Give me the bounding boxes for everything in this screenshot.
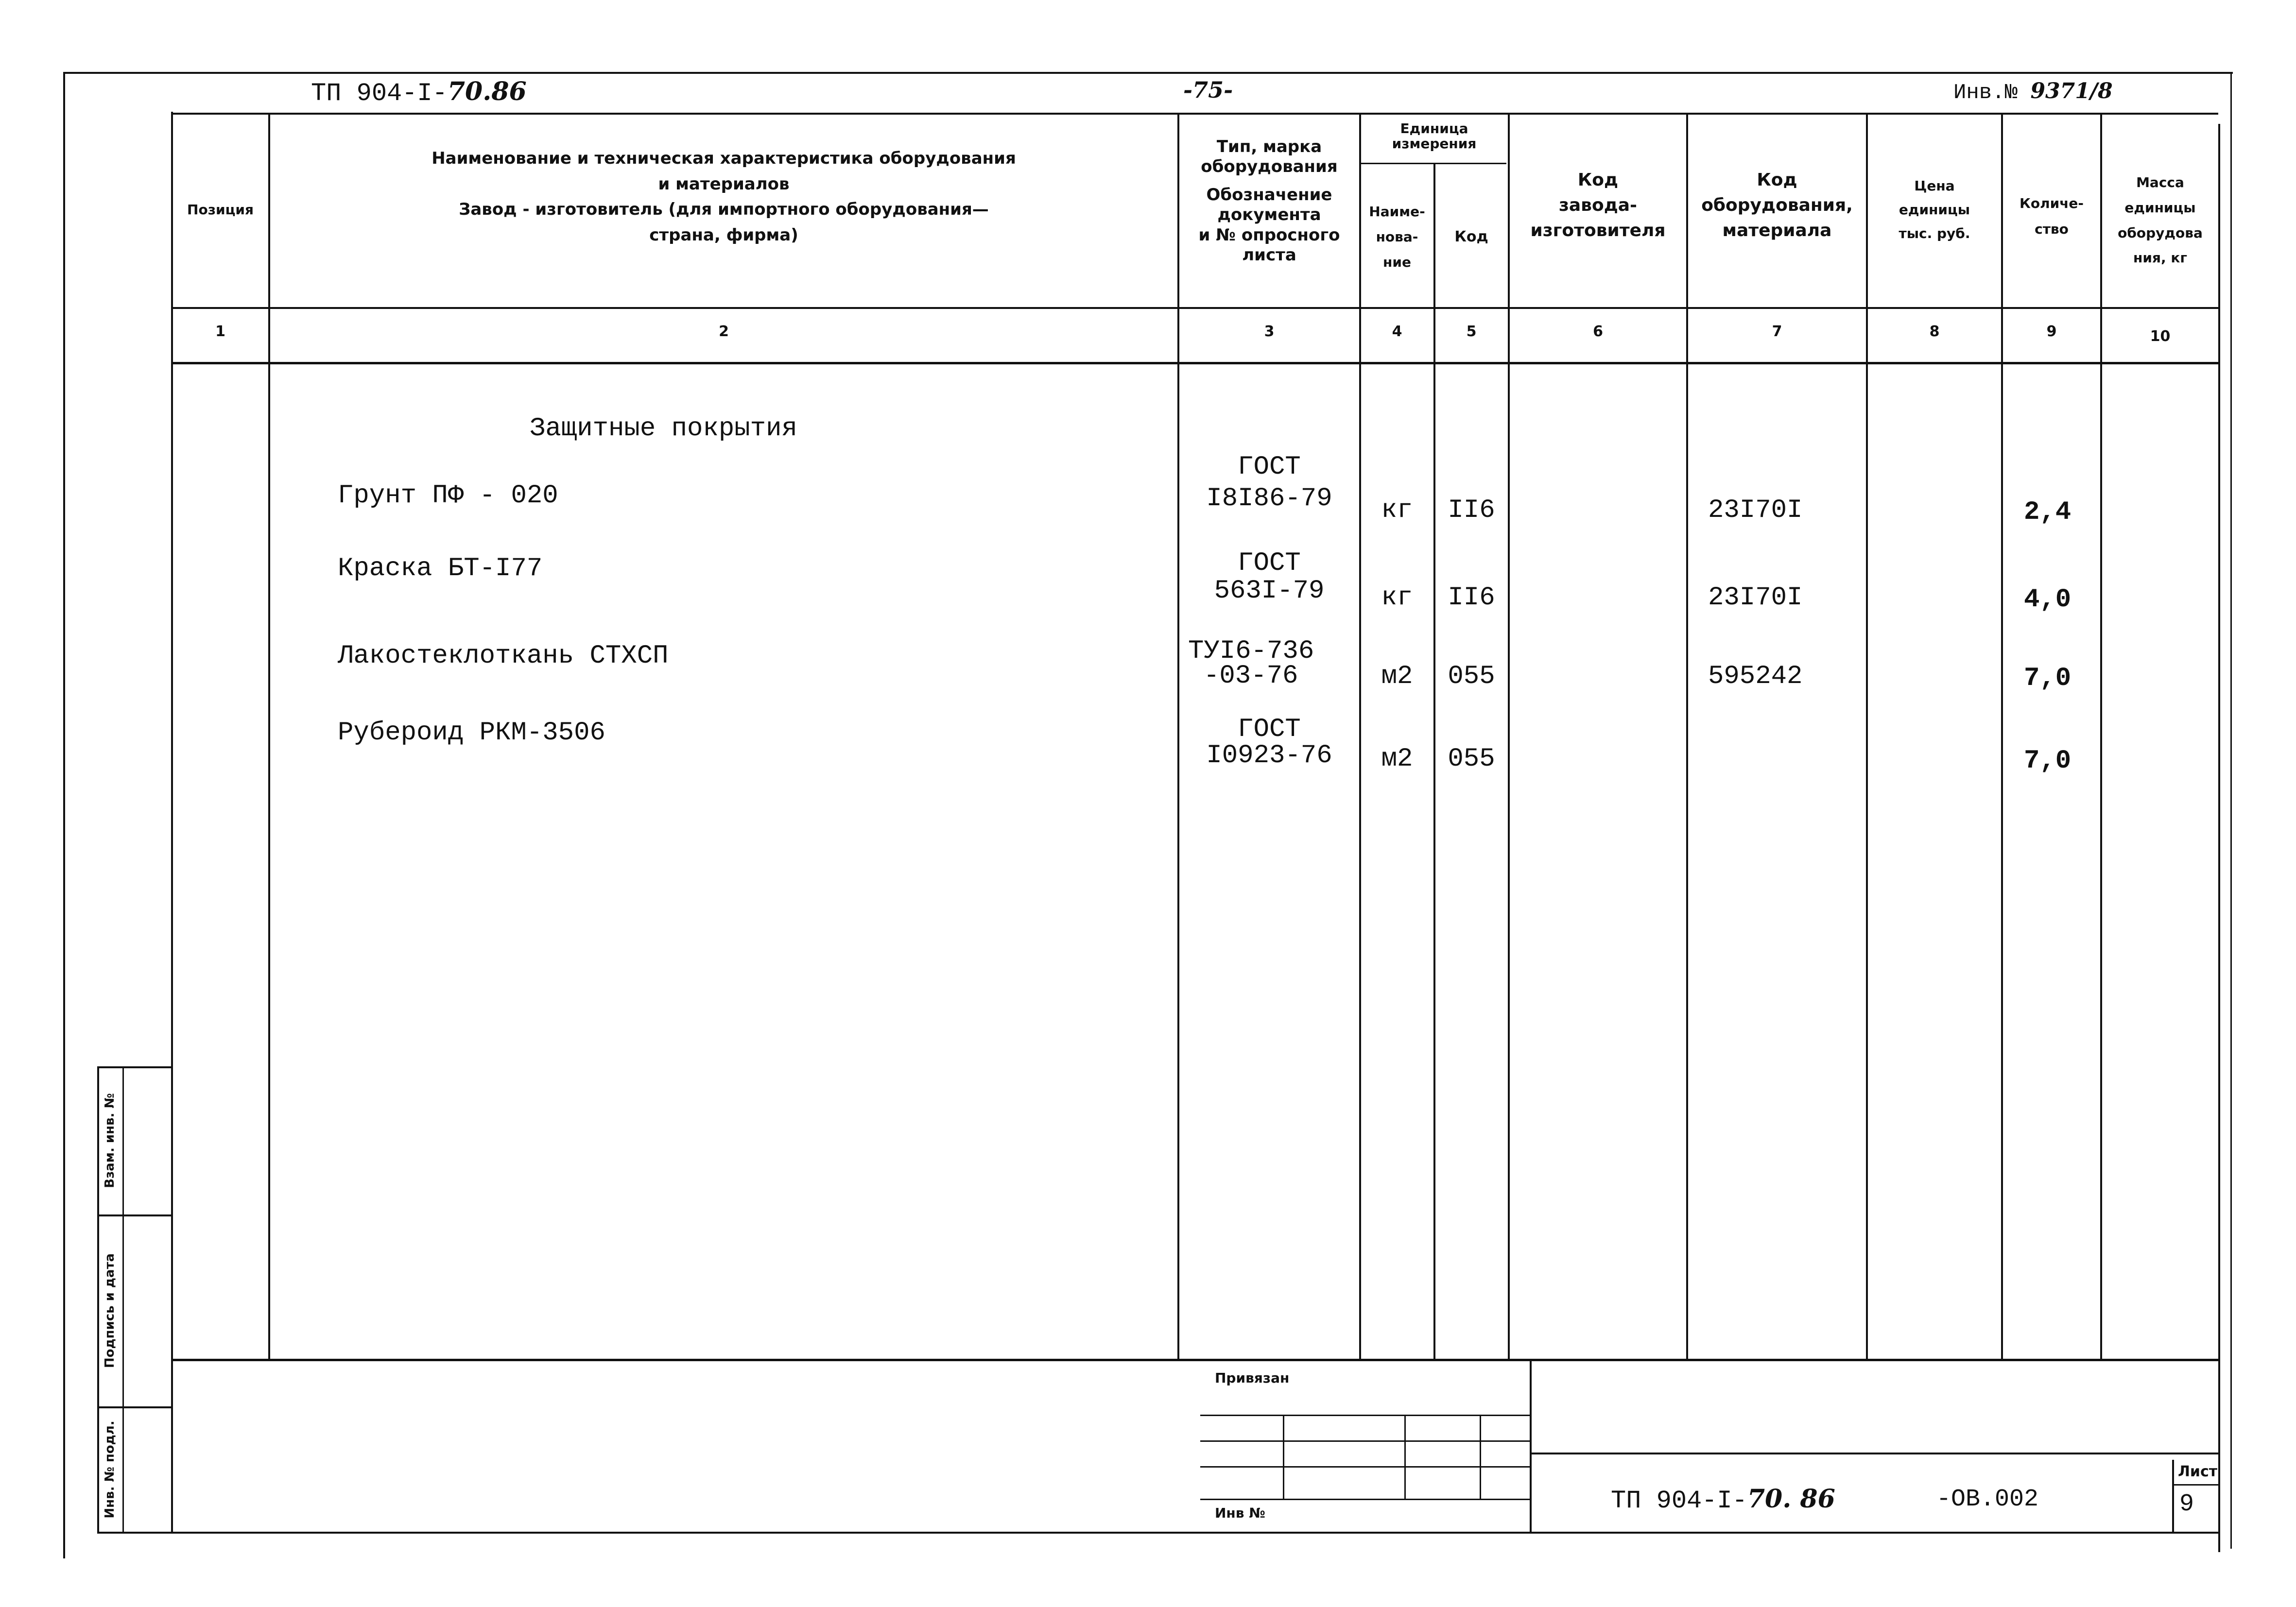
row-1-doc (1179, 452, 1359, 515)
header-unit-line-1: Единица (1400, 120, 1468, 137)
row-4-unit-code: 055 (1448, 744, 1495, 774)
row-2-doc-line-2: 563I-79 (1214, 576, 1325, 606)
col-line-9 (2100, 113, 2102, 1359)
header-name-line-4: страна, фирма) (649, 225, 798, 245)
top-doc-code-prefix: ТП 904-I- (311, 79, 448, 108)
row-3-doc (1188, 636, 1314, 691)
header-qty-line-1: Количе- (2019, 195, 2084, 211)
row-1-doc-line-2: I8I86-79 (1206, 483, 1332, 513)
bottom-priv-line-4 (1200, 1499, 1530, 1500)
stamp-sign-date: Подпись и дата (103, 1253, 117, 1368)
bottom-priv-right-line (1530, 1359, 1532, 1533)
bottom-inv-no: Инв № (1215, 1505, 1265, 1521)
sheet-label: Лист (2178, 1463, 2218, 1480)
header-price-line-3: тыс. руб. (1899, 225, 1970, 241)
row-4-doc-line-2: I0923-76 (1206, 741, 1332, 770)
row-3-qty: 7,0 (2024, 664, 2072, 693)
colnum-3: 3 (1264, 323, 1275, 340)
header-price (1868, 174, 2001, 245)
top-inv-number (1953, 79, 2113, 105)
colnum-7: 7 (1772, 323, 1782, 340)
sheet-number: 9 (2179, 1490, 2194, 1518)
header-equip-line-1: Код (1757, 170, 1797, 190)
header-unit-name-line-2: нова- (1376, 228, 1418, 245)
header-type-line-5: и № опросного (1198, 225, 1340, 245)
row-3-unit: м2 (1381, 662, 1413, 691)
header-plant-code (1510, 168, 1686, 244)
header-name-line-1: Наименование и техническая характеристика оборудования (432, 149, 1016, 168)
header-unit-name-line-3: ние (1383, 254, 1411, 270)
col-line-8 (2001, 113, 2003, 1359)
stamp-inv-vzam: Взам. инв. № (103, 1093, 117, 1188)
header-type-line-3: Обозначение (1206, 185, 1332, 205)
header-unit-line-2: измерения (1392, 135, 1477, 152)
header-equip-code (1688, 168, 1866, 244)
row-4-qty: 7,0 (2024, 746, 2072, 776)
row-1-qty: 2,4 (2024, 497, 2072, 527)
sheet-box-divider (2172, 1484, 2218, 1486)
col-line-6 (1686, 113, 1688, 1359)
top-inv-hand: 9371/8 (2030, 79, 2113, 103)
colnum-bottom-line (171, 362, 2218, 364)
header-mass-line-1: Масса (2136, 174, 2184, 190)
row-4-name: Рубероид РКМ-3506 (338, 718, 605, 748)
colnum-8: 8 (1929, 323, 1940, 340)
bottom-doc-suffix: -ОВ.002 (1936, 1486, 2039, 1513)
header-type-line-6: листа (1242, 245, 1296, 265)
header-mass (2102, 170, 2218, 271)
row-4-doc-line-1: ГОСТ (1238, 715, 1301, 744)
bottom-doc-code (1611, 1484, 1835, 1515)
header-unit-name-line-1: Наиме- (1369, 204, 1425, 220)
header-unit (1361, 121, 1508, 152)
col-line-1 (268, 113, 270, 1359)
row-3-doc-line-1: ТУI6-736 (1188, 636, 1314, 666)
colnum-5: 5 (1466, 323, 1477, 340)
header-plant-line-2: завода- (1558, 195, 1638, 216)
header-type-line-1: Тип, марка (1216, 137, 1322, 156)
row-2-unit: кг (1381, 583, 1413, 613)
header-price-line-1: Цена (1914, 178, 1955, 194)
col-line-3 (1359, 113, 1361, 1359)
header-name (270, 146, 1177, 248)
col-line-7 (1866, 113, 1868, 1359)
section-title: Защитные покрытия (530, 414, 797, 444)
header-top-line (171, 113, 2218, 115)
colnum-10: 10 (2150, 328, 2171, 345)
stamp-inv-podl: Инв. № подл. (103, 1420, 117, 1519)
row-4-doc (1179, 717, 1359, 769)
stamp-div-1 (97, 1214, 171, 1216)
header-price-line-2: единицы (1899, 202, 1970, 218)
page-number: -75- (1183, 77, 1233, 103)
header-mass-line-3: оборудова (2118, 224, 2203, 241)
colnum-9: 9 (2046, 323, 2057, 340)
bottom-block-top-line (171, 1359, 2218, 1361)
row-2-doc-line-1: ГОСТ (1238, 548, 1301, 578)
colnum-2: 2 (719, 323, 729, 340)
header-equip-line-3: материала (1722, 221, 1832, 241)
sheet-box-left (2172, 1460, 2174, 1533)
row-3-name: Лакостеклоткань СТХСП (338, 641, 669, 671)
row-2-unit-code: II6 (1448, 583, 1495, 613)
bottom-code-top-line (1530, 1453, 2218, 1454)
row-2-equip-code: 23I70I (1708, 583, 1803, 613)
top-doc-code-hand: 70.86 (447, 77, 527, 106)
bottom-doc-code-hand: 70. 86 (1747, 1484, 1835, 1514)
header-equip-line-2: оборудования, (1701, 195, 1853, 216)
frame-bottom-line (97, 1532, 2218, 1534)
row-1-doc-line-1: ГОСТ (1238, 452, 1301, 482)
header-plant-line-3: изготовителя (1530, 221, 1666, 241)
col-line-5 (1508, 113, 1510, 1359)
frame-right-line (2218, 124, 2220, 1552)
header-type-line-4: документа (1217, 205, 1321, 225)
bottom-doc-code-prefix: ТП 904-I- (1611, 1487, 1747, 1515)
bottom-priv-v-2 (1404, 1415, 1406, 1499)
frame-top-line (63, 72, 2233, 74)
header-qty-line-2: ство (2035, 221, 2069, 238)
header-position: Позиция (187, 202, 254, 218)
header-unit-name (1361, 199, 1433, 274)
header-mass-line-2: единицы (2124, 199, 2196, 216)
row-4-unit: м2 (1381, 744, 1413, 774)
row-1-name: Грунт ПФ - 020 (338, 481, 558, 511)
header-qty (2003, 190, 2100, 242)
bottom-privyazan: Привязан (1215, 1370, 1290, 1386)
colnum-4: 4 (1392, 323, 1402, 340)
header-mass-line-4: ния, кг (2133, 250, 2187, 266)
colnum-1: 1 (215, 323, 225, 340)
header-name-line-2: и материалов (658, 174, 790, 194)
row-3-equip-code: 595242 (1708, 662, 1803, 691)
frame-right-outer-line (2230, 72, 2232, 1549)
header-type-line-2: оборудования (1201, 157, 1338, 177)
header-name-line-3: Завод - изготовитель (для импортного оборудования— (459, 200, 989, 220)
row-3-unit-code: 055 (1448, 662, 1495, 691)
row-1-unit: кг (1381, 496, 1413, 525)
top-inv-label: Инв.№ (1953, 81, 2018, 105)
header-type (1179, 137, 1359, 266)
row-2-qty: 4,0 (2024, 585, 2072, 615)
row-1-equip-code: 23I70I (1708, 496, 1803, 525)
row-3-doc-line-2: -03-76 (1204, 661, 1298, 691)
row-1-unit-code: II6 (1448, 496, 1495, 525)
bottom-priv-v-3 (1480, 1415, 1481, 1499)
top-doc-code (311, 77, 527, 108)
row-2-name: Краска БТ-I77 (338, 554, 543, 583)
header-unit-code: Код (1454, 228, 1488, 245)
header-plant-line-1: Код (1577, 170, 1619, 190)
row-2-doc (1179, 550, 1359, 605)
stamp-divider-v (122, 1066, 124, 1533)
header-bottom-line (171, 307, 2218, 309)
stamp-outer-left (97, 1066, 99, 1533)
bottom-priv-v-1 (1283, 1415, 1284, 1499)
colnum-6: 6 (1593, 323, 1603, 340)
frame-left-line (63, 72, 65, 1558)
